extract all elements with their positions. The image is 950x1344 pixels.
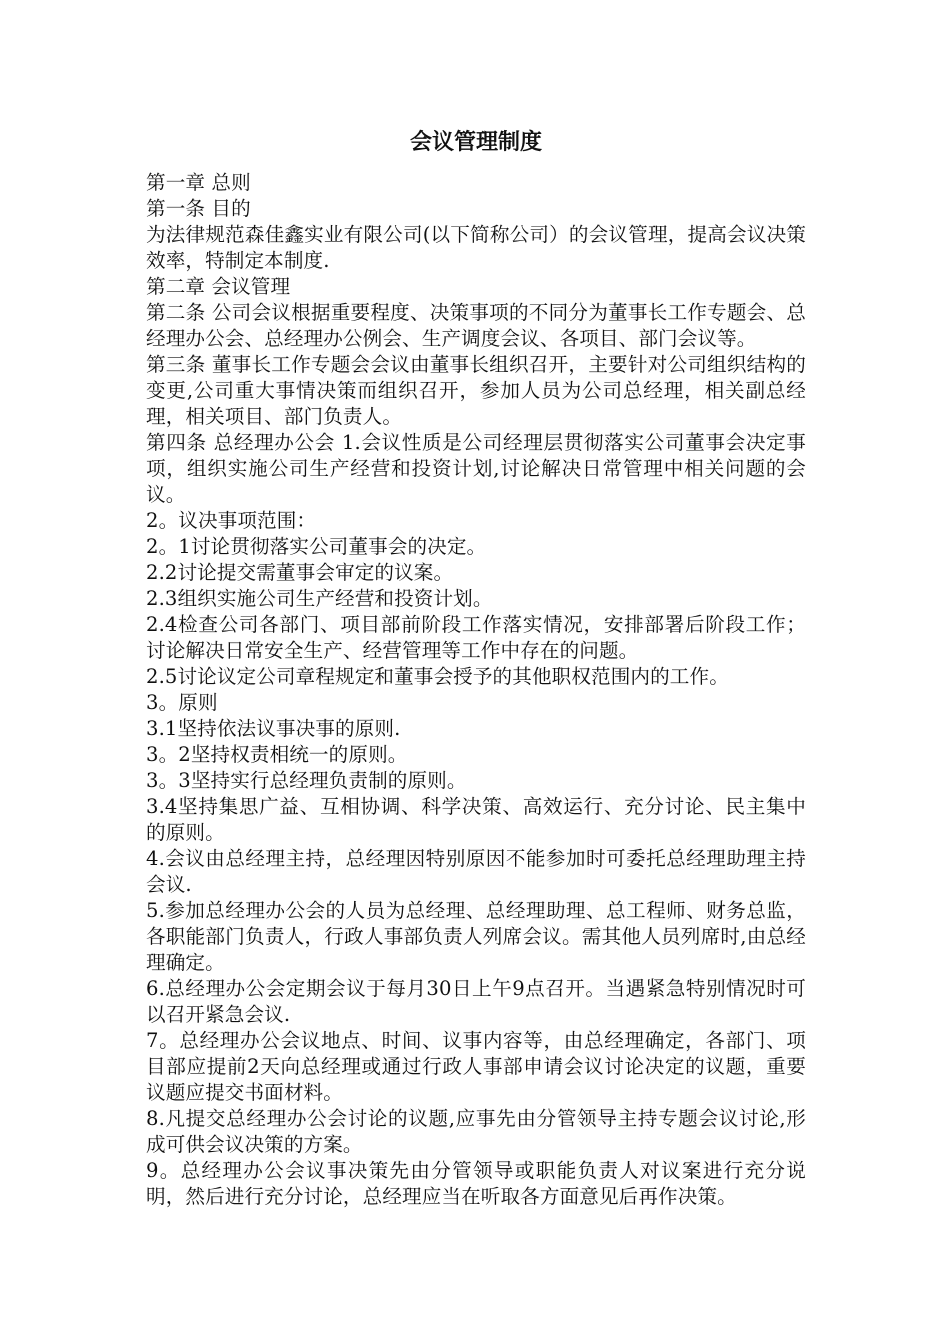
document-page	[146, 128, 806, 1210]
paragraph: 2。1讨论贯彻落实公司董事会的决定。	[146, 535, 487, 558]
paragraph: 2。议决事项范围：	[146, 509, 317, 532]
document-title: 会议管理制度	[409, 130, 542, 155]
paragraph: 5.参加总经理办公会的人员为总经理、总经理助理、总工程师、财务总监，各职能部门负责人，行政人事部负责人列席会议。需其他人员列席时,由总经理确定。	[146, 899, 806, 974]
article-1-heading: 第一条 目的	[146, 197, 251, 220]
paragraph: 8.凡提交总经理办公会讨论的议题,应事先由分管领导主持专题会议讨论,形成可供会议决策的方案。	[146, 1107, 806, 1156]
chapter-1-heading: 第一章 总则	[146, 171, 251, 194]
chapter-2-heading: 第二章 会议管理	[146, 275, 291, 298]
paragraph: 2.3组织实施公司生产经营和投资计划。	[146, 587, 493, 610]
paragraph: 3。原则	[146, 691, 218, 714]
paragraph: 2.4检查公司各部门、项目部前阶段工作落实情况，安排部署后阶段工作；讨论解决日常安全生产、经营管理等工作中存在的问题。	[146, 613, 806, 662]
paragraph: 3.1坚持依法议事决事的原则.	[146, 717, 401, 740]
paragraph: 6.总经理办公会定期会议于每月30日上午9点召开。当遇紧急特别情况时可以召开紧急会议.	[146, 977, 806, 1026]
article-2: 第二条 公司会议根据重要程度、决策事项的不同分为董事长工作专题会、总经理办公会、总经理办公例会、生产调度会议、各项目、部门会议等。	[146, 301, 806, 350]
article-3: 第三条 董事长工作专题会会议由董事长组织召开，主要针对公司组织结构的变更,公司重大事情决策而组织召开，参加人员为公司总经理，相关副总经理，相关项目、部门负责人。	[146, 353, 806, 428]
paragraph: 3。3坚持实行总经理负责制的原则。	[146, 769, 467, 792]
paragraph: 为法律规范森佳鑫实业有限公司(以下简称公司）的会议管理，提高会议决策效率，特制定本制度.	[146, 223, 806, 272]
paragraph: 3。2坚持权责相统一的原则。	[146, 743, 408, 766]
paragraph: 3.4坚持集思广益、互相协调、科学决策、高效运行、充分讨论、民主集中的原则。	[146, 795, 806, 844]
paragraph: 7。总经理办公会议地点、时间、议事内容等，由总经理确定，各部门、项目部应提前2天向总经理或通过行政人事部申请会议讨论决定的议题，重要议题应提交书面材料。	[146, 1029, 806, 1104]
paragraph: 9。总经理办公会议事决策先由分管领导或职能负责人对议案进行充分说明，然后进行充分讨论，总经理应当在听取各方面意见后再作决策。	[146, 1159, 806, 1208]
paragraph: 4.会议由总经理主持，总经理因特别原因不能参加时可委托总经理助理主持会议.	[146, 847, 806, 896]
paragraph: 2.5讨论议定公司章程规定和董事会授予的其他职权范围内的工作。	[146, 665, 729, 688]
document-body	[146, 170, 806, 1210]
paragraph: 2.2讨论提交需董事会审定的议案。	[146, 561, 454, 584]
article-4: 第四条 总经理办公会 1.会议性质是公司经理层贯彻落实公司董事会决定事项，组织实施公司生产经营和投资计划,讨论解决日常管理中相关问题的会议。	[146, 431, 806, 506]
